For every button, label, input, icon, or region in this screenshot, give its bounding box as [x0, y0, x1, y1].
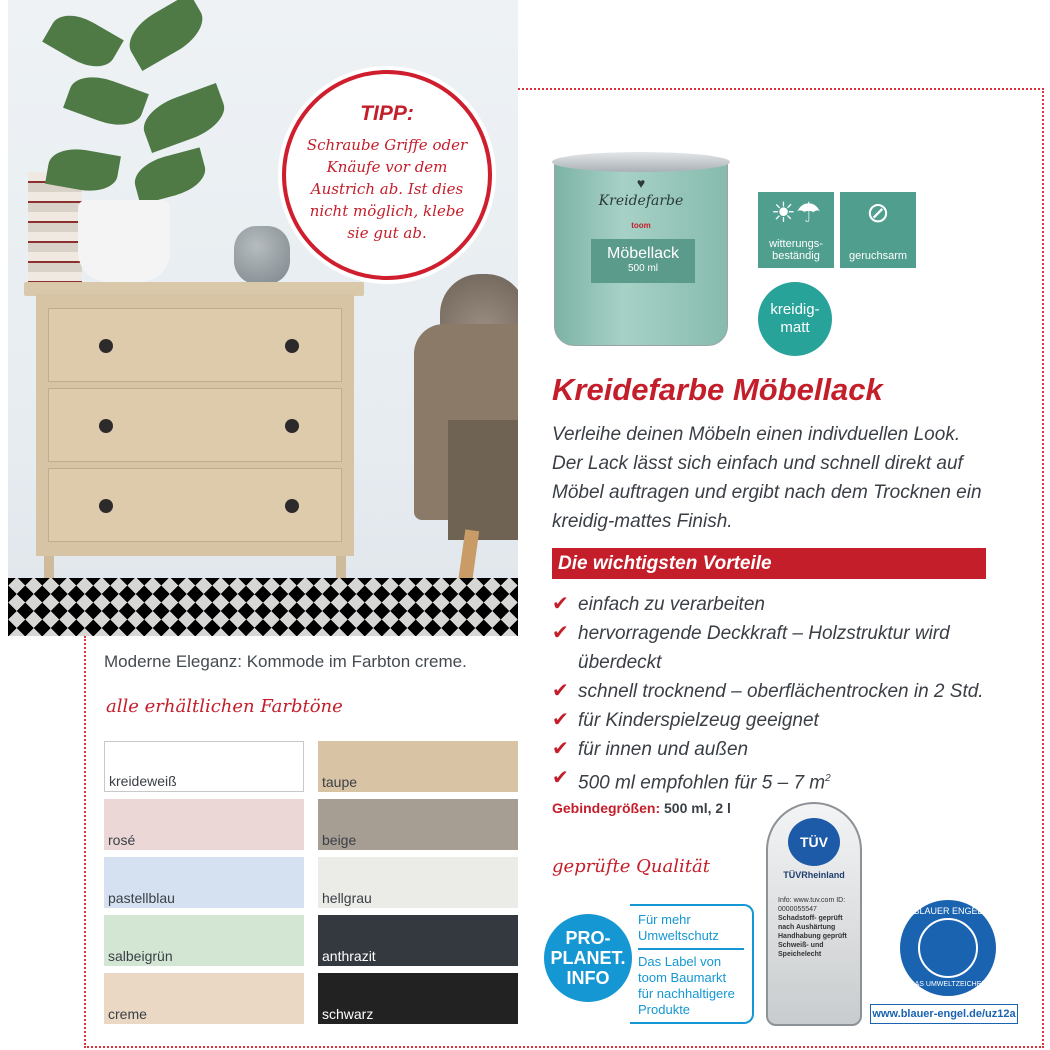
product-title: Kreidefarbe Möbellack	[552, 372, 883, 407]
swatch-label: rosé	[108, 832, 136, 848]
advantage-text: hervorragende Deckkraft – Holzstruktur wird überdeckt	[578, 623, 950, 673]
frame-left-border	[84, 636, 86, 1048]
check-icon: ✔	[552, 622, 569, 644]
advantage-text: einfach zu verarbeiten	[578, 594, 765, 615]
dresser	[36, 294, 354, 556]
list-item	[552, 619, 1002, 677]
advantage-text: schnell trocknend – oberflächentrocken in 2 Std.	[578, 681, 984, 702]
plant-pot	[78, 200, 170, 282]
advantages-list	[552, 590, 1002, 797]
angel-icon	[918, 918, 978, 978]
swatch-anthrazit	[318, 915, 518, 966]
tuv-logo: TÜV	[788, 818, 840, 866]
swatch-taupe	[318, 741, 518, 792]
swatch-pastellblau	[104, 857, 304, 908]
advantages-heading: Die wichtigsten Vorteile	[552, 548, 986, 579]
nose-icon: ⊘	[866, 197, 890, 228]
superscript: 2	[825, 773, 831, 784]
blauer-engel-ring: BLAUER ENGEL	[913, 906, 983, 916]
can-body	[554, 162, 728, 346]
list-item	[552, 590, 1002, 619]
tuv-item: Schadstoff- geprüft nach Aushärtung	[778, 915, 843, 931]
swatch-label: beige	[322, 832, 357, 848]
product-intro: Verleihe deinen Möbeln einen indivduellen Look. Der Lack lässt sich einfach und schnell direkt auf Möbel auftragen und ergibt nach dem Trocknen ein kreidig-mattes Finish.	[552, 424, 982, 532]
check-icon: ✔	[552, 709, 569, 731]
blauer-engel-logo	[900, 900, 996, 996]
swatch-label: creme	[108, 1006, 147, 1022]
list-item	[552, 677, 1002, 706]
check-icon: ✔	[552, 593, 569, 615]
swatch-schwarz	[318, 973, 518, 1024]
plant-leaf	[137, 83, 231, 153]
heart-icon: ♥	[636, 175, 646, 191]
can-label	[591, 239, 695, 283]
swatch-creme	[104, 973, 304, 1024]
badge-label: geruchsarm	[848, 250, 908, 262]
swatch-label: pastellblau	[108, 890, 175, 906]
swatch-label: schwarz	[322, 1006, 374, 1022]
tip-title: TIPP:	[360, 102, 414, 125]
low-odor-badge	[840, 192, 916, 268]
can-name: Möbellack	[606, 245, 680, 262]
swatch-label: hellgrau	[322, 890, 372, 906]
swatch-label: anthrazit	[322, 948, 376, 964]
drawer-knob	[285, 339, 299, 353]
swatch-hellgrau	[318, 857, 518, 908]
sizes-label: Gebindegrößen:	[552, 800, 661, 816]
plant-leaf	[42, 5, 124, 76]
armchair-seat	[448, 420, 518, 540]
swatches-title: alle erhältlichen Farbtöne	[106, 696, 343, 717]
drawer	[48, 308, 342, 382]
tip-badge	[282, 70, 492, 280]
advantage-text: für Kinderspielzeug geeignet	[578, 710, 819, 731]
tuv-seal	[766, 802, 862, 1026]
tuv-item: Handhabung geprüft	[778, 933, 847, 940]
drawer-knob	[99, 419, 113, 433]
swatch-label: taupe	[322, 774, 358, 790]
color-swatches	[104, 741, 518, 1027]
container-sizes	[552, 800, 731, 816]
photo-caption: Moderne Eleganz: Kommode im Farbton creme.	[104, 652, 467, 671]
can-lid	[552, 152, 730, 172]
drawer	[48, 468, 342, 542]
can-sub: toom	[631, 221, 651, 230]
swatch-salbeigruen	[104, 915, 304, 966]
drawer-knob	[99, 339, 113, 353]
tuv-item: Schweiß- und Speichelecht	[778, 942, 824, 958]
tuv-details	[778, 896, 858, 959]
badge-label: witterungs- beständig	[769, 238, 823, 262]
tip-text: Schraube Griffe oder Knäufe vor dem Austrich ab. Ist dies nicht möglich, klebe sie gut ab.	[306, 136, 468, 242]
weather-resistant-badge	[758, 192, 834, 268]
can-brand: Kreidefarbe	[598, 193, 684, 209]
drawer-knob	[99, 499, 113, 513]
can-size: 500 ml	[627, 263, 658, 274]
pro-planet-line1: Für mehr Umweltschutz	[638, 912, 719, 943]
plant-leaf	[63, 68, 149, 133]
swatch-label: kreideweiß	[109, 773, 177, 789]
plant-leaf	[120, 0, 211, 71]
quality-title: geprüfte Qualität	[552, 856, 710, 877]
drawer-knob	[285, 499, 299, 513]
pro-planet-info	[630, 904, 754, 1024]
blauer-engel-url: www.blauer-engel.de/uz12a	[870, 1004, 1018, 1024]
sizes-value: 500 ml, 2 l	[664, 800, 731, 816]
drawer	[48, 388, 342, 462]
drawer-knob	[285, 419, 299, 433]
blauer-engel-bottom: DAS UMWELTZEICHEN	[909, 981, 987, 988]
advantage-text: für innen und außen	[578, 739, 749, 760]
divider	[638, 948, 744, 950]
list-item	[552, 764, 1002, 797]
sun-rain-icon: ☀☂	[770, 197, 822, 228]
pro-planet-logo: PRO-PLANET. INFO	[544, 914, 632, 1002]
check-icon: ✔	[552, 738, 569, 760]
tuv-url: Info: www.tuv.com ID: 0000055547	[778, 897, 846, 913]
pro-planet-line2: Das Label von toom Baumarkt für nachhaltigere Produkte	[638, 954, 735, 1017]
swatch-label: salbeigrün	[108, 948, 173, 964]
check-icon: ✔	[552, 767, 569, 789]
chalky-matt-badge: kreidig- matt	[758, 282, 832, 356]
list-item	[552, 706, 1002, 735]
tiled-floor	[8, 578, 518, 636]
list-item	[552, 735, 1002, 764]
plant-leaf	[130, 147, 210, 204]
swatch-beige	[318, 799, 518, 850]
swatch-rose	[104, 799, 304, 850]
tuv-name: TÜVRheinland	[783, 870, 845, 880]
check-icon: ✔	[552, 680, 569, 702]
product-can-image	[552, 152, 730, 352]
swatch-kreideweiss	[104, 741, 304, 792]
vase	[234, 226, 290, 284]
advantage-text: 500 ml empfohlen für 5 – 7 m	[578, 772, 826, 794]
